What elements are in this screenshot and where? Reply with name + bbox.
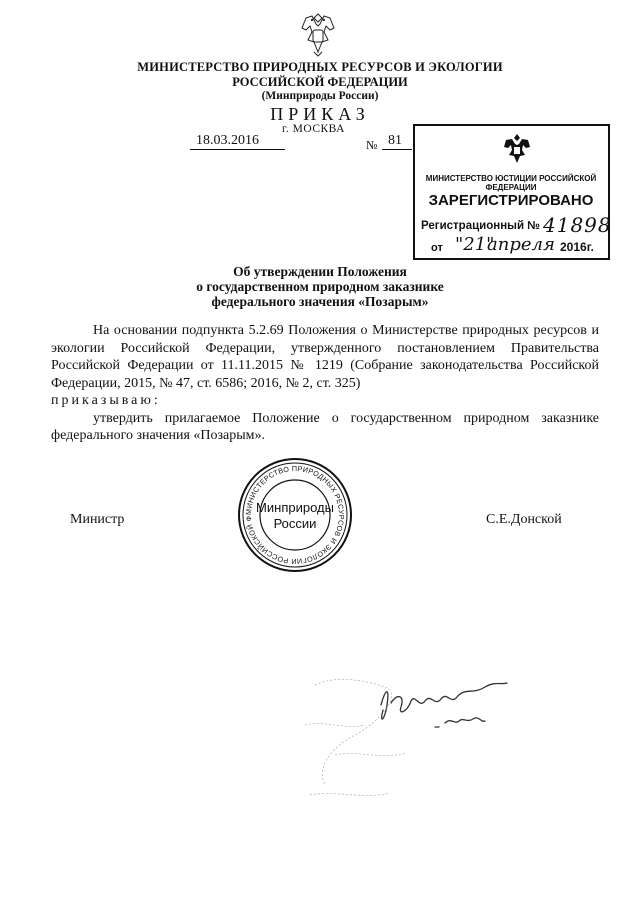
subject-line-1: Об утверждении Положения	[233, 264, 407, 279]
order-date: 18.03.2016	[196, 133, 259, 148]
stamp-coat-of-arms-icon	[500, 132, 534, 166]
document-type-title: ПРИКАЗ	[270, 104, 370, 124]
order-city: г. МОСКВА	[282, 123, 345, 135]
order-word: приказываю:	[51, 393, 161, 408]
ministry-country: РОССИЙСКОЙ ФЕДЕРАЦИИ	[232, 75, 408, 89]
stamp-date-day: "21"	[455, 234, 495, 255]
stamp-date-year: 2016г.	[560, 240, 594, 254]
decision-paragraph: утвердить прилагаемое Положение о государственном природном заказнике федерального значения «Позарым».	[51, 410, 599, 443]
order-body	[51, 322, 599, 445]
handwritten-signature	[295, 665, 525, 815]
stamp-ministry-name: МИНИСТЕРСТВО ЮСТИЦИИ РОССИЙСКОЙ ФЕДЕРАЦИИ	[425, 174, 597, 192]
subject-line-3: федерального значения «Позарым»	[211, 294, 429, 309]
stamp-registration-number: 41898	[543, 213, 612, 237]
seal-center-text	[236, 500, 354, 532]
date-underline	[190, 149, 285, 150]
seal-center-line-2: России	[273, 516, 317, 531]
order-number-label: №	[366, 138, 378, 152]
stamp-date-month: апреля	[487, 234, 555, 255]
stamp-date-label: от	[431, 242, 443, 254]
stamp-number-label: Регистрационный №	[421, 220, 541, 232]
registration-stamp	[413, 124, 610, 260]
ministry-name: МИНИСТЕРСТВО ПРИРОДНЫХ РЕСУРСОВ И ЭКОЛОГИИ	[137, 60, 503, 74]
coat-of-arms-icon	[292, 8, 344, 60]
seal-center-line-1: Минприроды	[256, 500, 334, 515]
order-number: 81	[388, 133, 402, 148]
ministry-short-name: (Минприроды России)	[261, 90, 379, 102]
number-underline	[382, 149, 412, 150]
official-seal	[236, 456, 354, 574]
seal-ring-text: МИНИСТЕРСТВО ПРИРОДНЫХ РЕСУРСОВ И ЭКОЛОГИИ РОССИЙСКОЙ Ф	[243, 463, 347, 567]
signer-name: С.Е.Донской	[486, 512, 562, 527]
stamp-registered-title: ЗАРЕГИСТРИРОВАНО	[428, 192, 594, 209]
signer-position: Министр	[70, 512, 125, 527]
basis-paragraph: На основании подпункта 5.2.69 Положения о Министерстве природных ресурсов и экологии Российской Федерации, утвержденного постановлением Правительства Российской Федерации от 11.11.2015 № 1219 (Собрание законодательства Российской Федерации, 2015, № 47, ст. 6586; 2016, № 2, ст. 325)	[51, 323, 599, 391]
subject-line-2: о государственном природном заказнике	[196, 279, 444, 294]
